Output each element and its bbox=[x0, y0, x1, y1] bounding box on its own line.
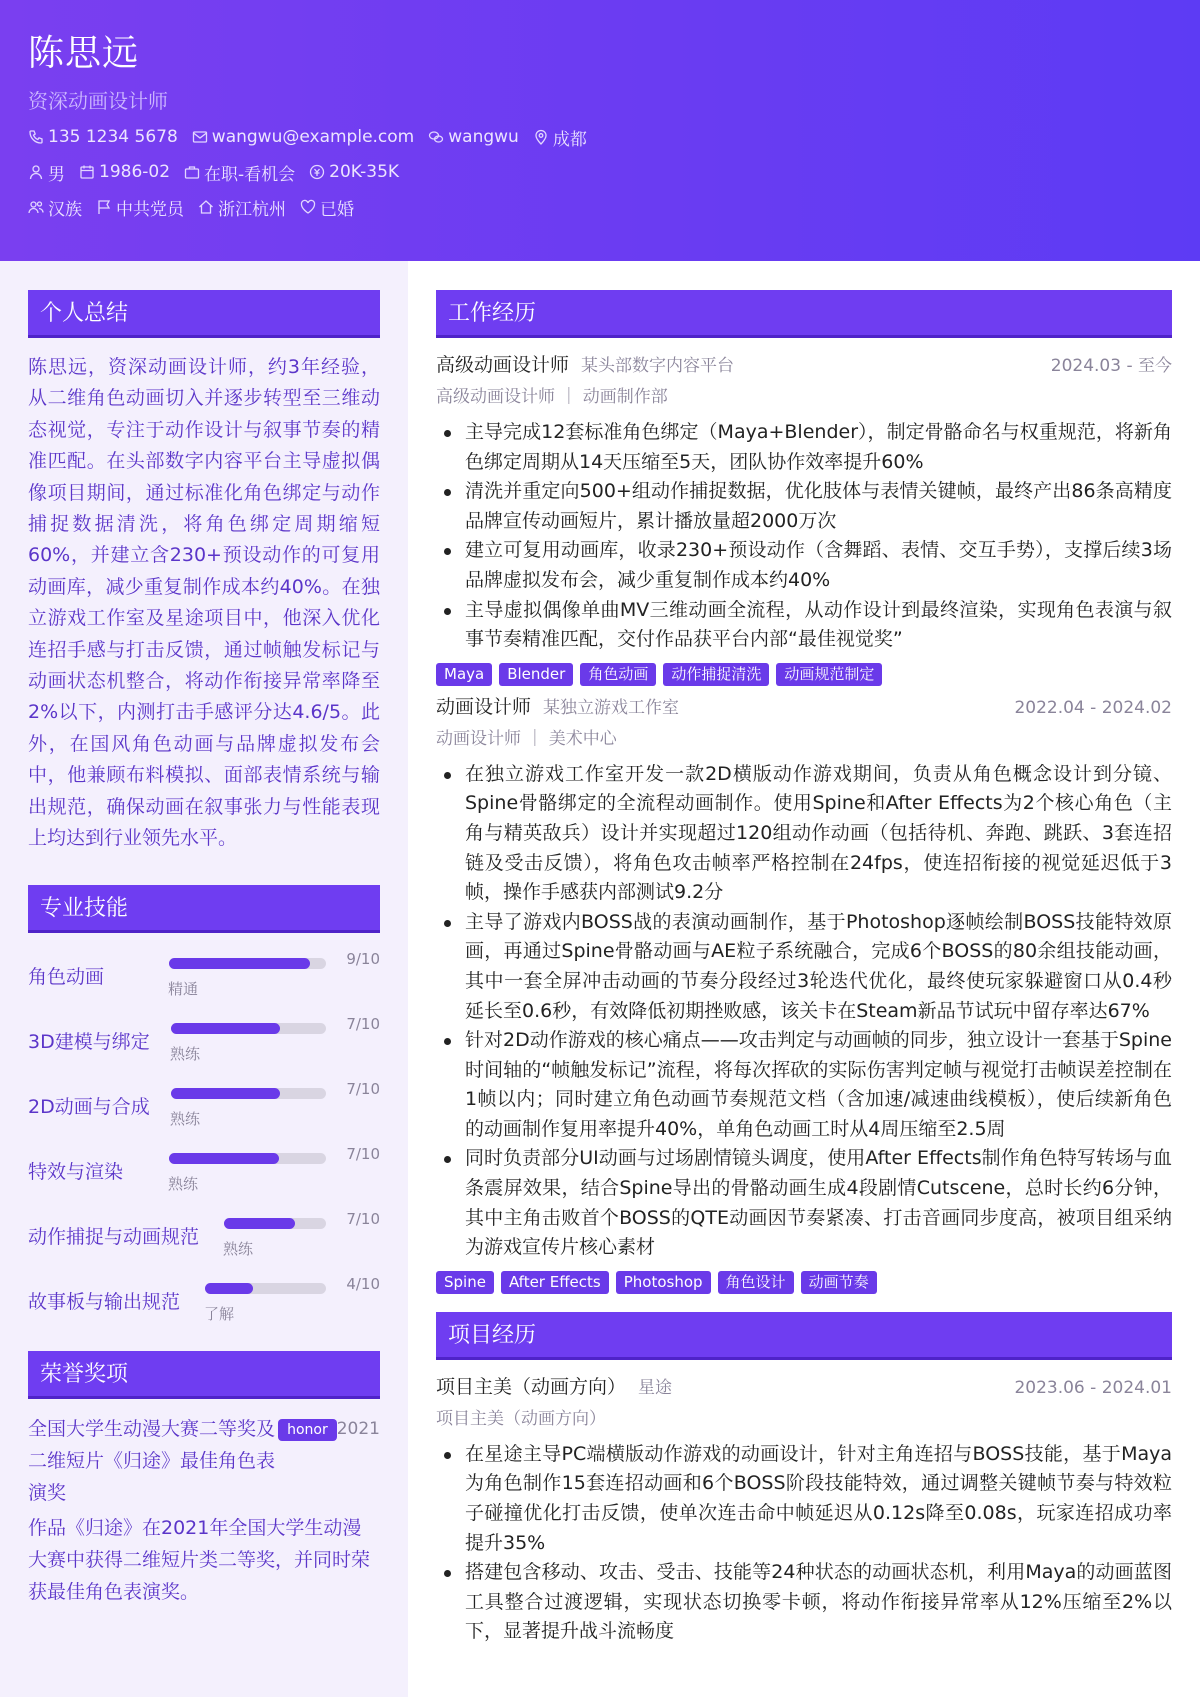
skill-tag: 角色设计 bbox=[718, 1271, 794, 1294]
skill-bar bbox=[171, 1023, 326, 1034]
wechat-text: wangwu bbox=[448, 127, 519, 147]
job-bullet: 主导了游戏内BOSS战的表演动画制作，基于Photoshop逐帧绘制BOSS技能特效原画，再通过Spine骨骼动画与AE粒子系统融合，完成6个BOSS的80余组技能动画，其中一套全屏冲击动画的节奏分段经过3轮迭代优化，最终使玩家躲避窗口从0.4秒延长至0.6秒，有效降低初期挫败感，该关卡在Steam新品节试玩中留存率达67% bbox=[436, 908, 1172, 1026]
money-icon bbox=[309, 164, 325, 180]
job-header bbox=[436, 692, 1172, 722]
extra-row bbox=[28, 195, 1172, 219]
location-text: 成都 bbox=[552, 129, 587, 150]
skill-name: 2D动画与合成 bbox=[28, 1095, 150, 1118]
skill-tag: 动作捕捉清洗 bbox=[663, 663, 769, 686]
work-section-title: 工作经历 bbox=[436, 290, 1172, 338]
award-title: 全国大学生动漫大赛二等奖及二维短片《归途》最佳角色表演奖 bbox=[28, 1417, 276, 1504]
job-company: 某头部数字内容平台 bbox=[581, 356, 735, 376]
email-info bbox=[192, 127, 414, 147]
skill-bar bbox=[205, 1283, 326, 1294]
personal-row bbox=[28, 160, 1172, 184]
gender-info bbox=[28, 160, 65, 185]
mail-icon bbox=[192, 129, 208, 145]
salary-info bbox=[309, 162, 399, 182]
skill-bar-fill bbox=[171, 1088, 280, 1099]
phone-icon bbox=[28, 129, 44, 145]
skill-item bbox=[28, 947, 380, 1012]
hometown-text: 浙江杭州 bbox=[218, 199, 286, 220]
project-bullet: 搭建包含移动、攻击、受击、技能等24种状态的动画状态机，利用Maya的动画蓝图工具整合过渡逻辑，实现状态切换零卡顿，将动作衔接异常率从12%压缩至2%以下，显著提升战斗流畅度 bbox=[436, 1558, 1172, 1647]
project-name: 星途 bbox=[638, 1377, 673, 1398]
skill-level: 熟练 bbox=[168, 1174, 199, 1193]
politics-info bbox=[96, 195, 184, 220]
hometown-info bbox=[198, 195, 286, 220]
skill-level: 熟练 bbox=[170, 1044, 201, 1063]
award-description: 作品《归途》在2021年全国大学生动漫大赛中获得二维短片类二等奖，并同时荣获最佳角色表演奖。 bbox=[28, 1516, 371, 1603]
job-entry bbox=[436, 350, 1172, 686]
skill-bar bbox=[224, 1218, 326, 1229]
job-bullets bbox=[436, 418, 1172, 655]
skills-list bbox=[28, 947, 380, 1337]
job-date: 2022.04 - 2024.02 bbox=[1014, 697, 1172, 718]
candidate-role: 资深动画设计师 bbox=[28, 89, 168, 113]
email-text: wangwu@example.com bbox=[211, 127, 415, 147]
wechat-icon bbox=[428, 129, 444, 145]
birth-text: 1986-02 bbox=[99, 162, 171, 182]
skill-bar-fill bbox=[224, 1218, 295, 1229]
resume-body bbox=[0, 261, 1200, 1697]
skill-score: 7/10 bbox=[346, 1209, 380, 1228]
skill-bar-fill bbox=[169, 958, 310, 969]
skill-tag: After Effects bbox=[501, 1271, 609, 1294]
wechat-info bbox=[428, 127, 519, 147]
skill-level: 了解 bbox=[204, 1304, 235, 1323]
skill-tag: 动画节奏 bbox=[801, 1271, 877, 1294]
awards-section-title: 荣誉奖项 bbox=[28, 1351, 380, 1399]
project-bullet: 在星途主导PC端横版动作游戏的动画设计，针对主角连招与BOSS技能，基于Maya为角色制作15套连招动画和6个BOSS阶段技能特效，通过调整关键帧节奏与特效粒子碰撞优化打击反馈，使单次连击命中帧延迟从0.12s降至0.08s，玩家连招成功率提升35% bbox=[436, 1440, 1172, 1558]
marital-info bbox=[300, 195, 354, 220]
skill-name: 特效与渲染 bbox=[28, 1160, 124, 1183]
user-icon bbox=[28, 164, 44, 180]
job-bullet: 清洗并重定向500+组动作捕捉数据，优化肢体与表情关键帧，最终产出86条高精度品牌宣传动画短片，累计播放量超2000万次 bbox=[436, 477, 1172, 536]
skill-tag: Photoshop bbox=[616, 1271, 711, 1294]
skill-bar-fill bbox=[169, 1153, 279, 1164]
skill-bar bbox=[169, 958, 326, 969]
skill-item bbox=[28, 1207, 380, 1272]
skill-item bbox=[28, 1012, 380, 1077]
skills-section-title: 专业技能 bbox=[28, 885, 380, 933]
job-bullet: 主导虚拟偶像单曲MV三维动画全流程，从动作设计到最终渲染，实现角色表演与叙事节奏精准匹配，交付作品获平台内部“最佳视觉奖” bbox=[436, 596, 1172, 655]
job-bullet: 建立可复用动画库，收录230+预设动作（含舞蹈、表情、交互手势），支撑后续3场品牌虚拟发布会，减少重复制作成本约40% bbox=[436, 536, 1172, 595]
skill-tag: Spine bbox=[436, 1271, 494, 1294]
job-title: 高级动画设计师 bbox=[436, 354, 570, 376]
skill-tag: Maya bbox=[436, 663, 492, 686]
skill-name: 故事板与输出规范 bbox=[28, 1290, 181, 1313]
skill-level: 熟练 bbox=[170, 1109, 201, 1128]
location-info bbox=[533, 125, 587, 150]
skill-name: 动作捕捉与动画规范 bbox=[28, 1225, 200, 1248]
project-entry bbox=[436, 1372, 1172, 1647]
project-header bbox=[436, 1372, 1172, 1402]
award-badge: honor bbox=[278, 1419, 337, 1441]
skill-tag: 动画规范制定 bbox=[776, 663, 882, 686]
skill-tag: 角色动画 bbox=[580, 663, 656, 686]
birth-info bbox=[79, 162, 170, 182]
job-title: 动画设计师 bbox=[436, 695, 532, 718]
politics-text: 中共党员 bbox=[116, 199, 184, 220]
project-date: 2023.06 - 2024.01 bbox=[1014, 1377, 1172, 1398]
ethnicity-info bbox=[28, 195, 82, 220]
skill-score: 7/10 bbox=[346, 1079, 380, 1098]
project-subtitle: 项目主美（动画方向） bbox=[436, 1408, 606, 1429]
location-icon bbox=[533, 129, 549, 145]
job-bullet: 同时负责部分UI动画与过场剧情镜头调度，使用After Effects制作角色特写转场与血条震屏效果，结合Spine导出的骨骼动画生成4段剧情Cutscene，总时长约6分钟，其中主角击败首个BOSS的QTE动画因节奏紧凑、打击音画同步度高，被项目组采纳为游戏宣传片核心素材 bbox=[436, 1144, 1172, 1262]
gender-text: 男 bbox=[48, 164, 65, 185]
left-column bbox=[0, 261, 408, 1697]
job-bullets bbox=[436, 760, 1172, 1263]
phone-text: 135 1234 5678 bbox=[48, 127, 178, 147]
job-tags bbox=[436, 663, 1172, 686]
skill-item bbox=[28, 1142, 380, 1207]
heart-icon bbox=[300, 199, 316, 215]
skill-level: 精通 bbox=[168, 979, 199, 998]
marital-text: 已婚 bbox=[320, 199, 354, 220]
ethnicity-text: 汉族 bbox=[48, 199, 82, 220]
project-title: 项目主美（动画方向） bbox=[436, 1375, 627, 1398]
project-bullets bbox=[436, 1440, 1172, 1647]
job-subtitle: 动画设计师 ｜ 美术中心 bbox=[436, 728, 617, 749]
skill-level: 熟练 bbox=[223, 1239, 254, 1258]
right-column bbox=[408, 261, 1200, 1697]
skill-item bbox=[28, 1272, 380, 1337]
briefcase-icon bbox=[184, 164, 200, 180]
skill-score: 7/10 bbox=[346, 1014, 380, 1033]
flag-icon bbox=[96, 199, 112, 215]
summary-text: 陈思远，资深动画设计师，约3年经验，从二维角色动画切入并逐步转型至三维动态视觉，专注于动作设计与叙事节奏的精准匹配。在头部数字内容平台主导虚拟偶像项目期间，通过标准化角色绑定与动作捕捉数据清洗，将角色绑定周期缩短60%，并建立含230+预设动作的可复用动画库，减少重复制作成本约40%。在独立游戏工作室及星途项目中，他深入优化连招手感与打击反馈，通过帧触发标记与动画状态机整合，将动作衔接异常率降至2%以下，内测打击手感评分达4.6/5。此外，在国风角色动画与品牌虚拟发布会中，他兼顾布料模拟、面部表情系统与输出规范，确保动画在叙事张力与性能表现上均达到行业领先水平。 bbox=[28, 356, 380, 850]
projects-section-title: 项目经历 bbox=[436, 1312, 1172, 1360]
skill-bar-fill bbox=[171, 1023, 280, 1034]
skill-bar bbox=[169, 1153, 326, 1164]
people-icon bbox=[28, 199, 44, 215]
contact-row bbox=[28, 125, 1172, 149]
skill-score: 7/10 bbox=[346, 1144, 380, 1163]
job-bullet: 主导完成12套标准角色绑定（Maya+Blender），制定骨骼命名与权重规范，将新角色绑定周期从14天压缩至5天，团队协作效率提升60% bbox=[436, 418, 1172, 477]
job-bullet: 在独立游戏工作室开发一款2D横版动作游戏期间，负责从角色概念设计到分镜、Spine骨骼绑定的全流程动画制作。使用Spine和After Effects为2个核心角色（主角与精英敌兵）设计并实现超过120组动作动画（包括待机、奔跑、跳跃、3套连招链及受击反馈），将角色攻击帧率严格控制在24fps，使连招衔接的视觉延迟低于3帧，操作手感获内部测试9.2分 bbox=[436, 760, 1172, 908]
job-tags bbox=[436, 1271, 1172, 1294]
resume-header bbox=[0, 0, 1200, 261]
skill-bar bbox=[171, 1088, 326, 1099]
phone-info bbox=[28, 127, 178, 147]
salary-text: 20K-35K bbox=[329, 162, 400, 182]
job-bullet: 针对2D动作游戏的核心痛点——攻击判定与动画帧的同步，独立设计一套基于Spine时间轴的“帧触发标记”流程，将每次挥砍的实际伤害判定帧与视觉打击帧误差控制在1帧以内；同时建立角色动画节奏规范文档（含加速/减速曲线模板），使后续新角色的动画制作复用率提升40%，单角色动画工时从4周压缩至2.5周 bbox=[436, 1026, 1172, 1144]
job-date: 2024.03 - 至今 bbox=[1050, 356, 1172, 376]
status-text: 在职-看机会 bbox=[204, 164, 296, 185]
skill-name: 角色动画 bbox=[28, 965, 105, 988]
job-entry bbox=[436, 692, 1172, 1294]
award-header bbox=[28, 1413, 380, 1509]
skill-score: 9/10 bbox=[346, 949, 380, 968]
skill-tag: Blender bbox=[499, 663, 573, 686]
job-header bbox=[436, 350, 1172, 380]
skill-item bbox=[28, 1077, 380, 1142]
job-company: 某独立游戏工作室 bbox=[543, 697, 680, 718]
skill-score: 4/10 bbox=[346, 1274, 380, 1293]
calendar-icon bbox=[79, 164, 95, 180]
home-icon bbox=[198, 199, 214, 215]
job-subtitle: 高级动画设计师 ｜ 动画制作部 bbox=[436, 387, 668, 407]
skill-bar-fill bbox=[205, 1283, 253, 1294]
skill-name: 3D建模与绑定 bbox=[28, 1030, 150, 1053]
status-info bbox=[184, 160, 295, 185]
award-year: 2021 bbox=[336, 1418, 380, 1439]
summary-section-title: 个人总结 bbox=[28, 290, 380, 338]
candidate-name: 陈思远 bbox=[28, 33, 140, 74]
